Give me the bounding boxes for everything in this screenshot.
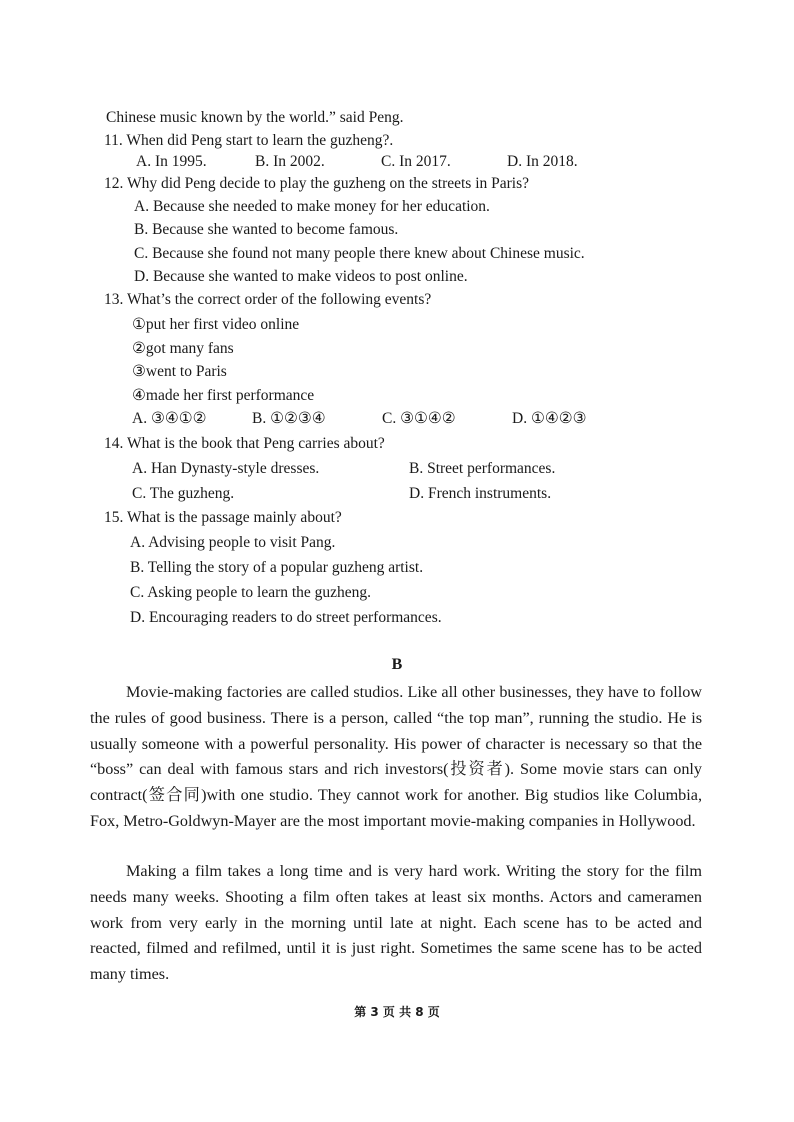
section-b-paragraph-1 — [90, 680, 702, 835]
q15-option-b: B. Telling the story of a popular guzheng artist. — [130, 559, 424, 576]
q13-option-a: A. ③④①② — [132, 410, 207, 427]
section-b-paragraph-2 — [90, 859, 702, 988]
q13-option-c: C. ③①④② — [382, 410, 456, 427]
q15-option-c: C. Asking people to learn the guzheng. — [130, 584, 372, 601]
q13-event-4: ④made her first performance — [132, 387, 315, 404]
question-15-stem: 15. What is the passage mainly about? — [104, 509, 342, 526]
q11-option-c: C. In 2017. — [381, 153, 451, 170]
q14-option-b: B. Street performances. — [409, 460, 556, 477]
q14-option-a: A. Han Dynasty-style dresses. — [132, 460, 320, 477]
question-13-stem: 13. What’s the correct order of the following events? — [104, 291, 432, 308]
q15-option-a: A. Advising people to visit Pang. — [130, 534, 336, 551]
q14-option-c: C. The guzheng. — [132, 485, 235, 502]
q14-option-d: D. French instruments. — [409, 485, 552, 502]
q11-option-b: B. In 2002. — [255, 153, 325, 170]
q12-option-c: C. Because she found not many people there knew about Chinese music. — [134, 245, 585, 262]
paragraph-2-text: Making a film takes a long time and is very hard work. Writing the story for the film needs many weeks. Shooting a film often takes at least six months. Actors and cameramen work from very early in the morning until late at night. Each scene has to be acted and reacted, filmed and refilmed, until it is just right. Sometimes the same scene has to be acted many times. — [90, 862, 702, 984]
question-12-stem: 12. Why did Peng decide to play the guzheng on the streets in Paris? — [104, 175, 530, 192]
question-14-stem: 14. What is the book that Peng carries about? — [104, 435, 385, 452]
q13-event-1: ①put her first video online — [132, 316, 300, 333]
q11-option-d: D. In 2018. — [507, 153, 578, 170]
section-b-heading: B — [391, 656, 403, 673]
q13-event-3: ③went to Paris — [132, 363, 227, 380]
paragraph-1-text: Movie-making factories are called studios. Like all other businesses, they have to follow the rules of good business. There is a person, called “the top man”, running the studio. He is usually someone with a powerful personality. His power of character is necessary so that the “boss” can deal with famous stars and rich investors(投资者). Some movie stars can only contract(签合同)with one studio. They cannot work for another. Big studios like Columbia, Fox, Metro-Goldwyn-Mayer are the most important movie-making companies in Hollywood. — [90, 683, 702, 830]
q13-event-2: ②got many fans — [132, 340, 234, 357]
page-footer: 第 3 页 共 8 页 — [354, 1005, 440, 1019]
q12-option-d: D. Because she wanted to make videos to post online. — [134, 268, 468, 285]
passage-a-tail: Chinese music known by the world.” said Peng. — [106, 109, 404, 126]
question-11-stem: 11. When did Peng start to learn the guzheng?. — [104, 132, 394, 149]
q13-option-d: D. ①④②③ — [512, 410, 587, 427]
q15-option-d: D. Encouraging readers to do street performances. — [130, 609, 442, 626]
q13-option-b: B. ①②③④ — [252, 410, 326, 427]
q11-option-a: A. In 1995. — [136, 153, 207, 170]
q12-option-a: A. Because she needed to make money for her education. — [134, 198, 490, 215]
q12-option-b: B. Because she wanted to become famous. — [134, 221, 399, 238]
